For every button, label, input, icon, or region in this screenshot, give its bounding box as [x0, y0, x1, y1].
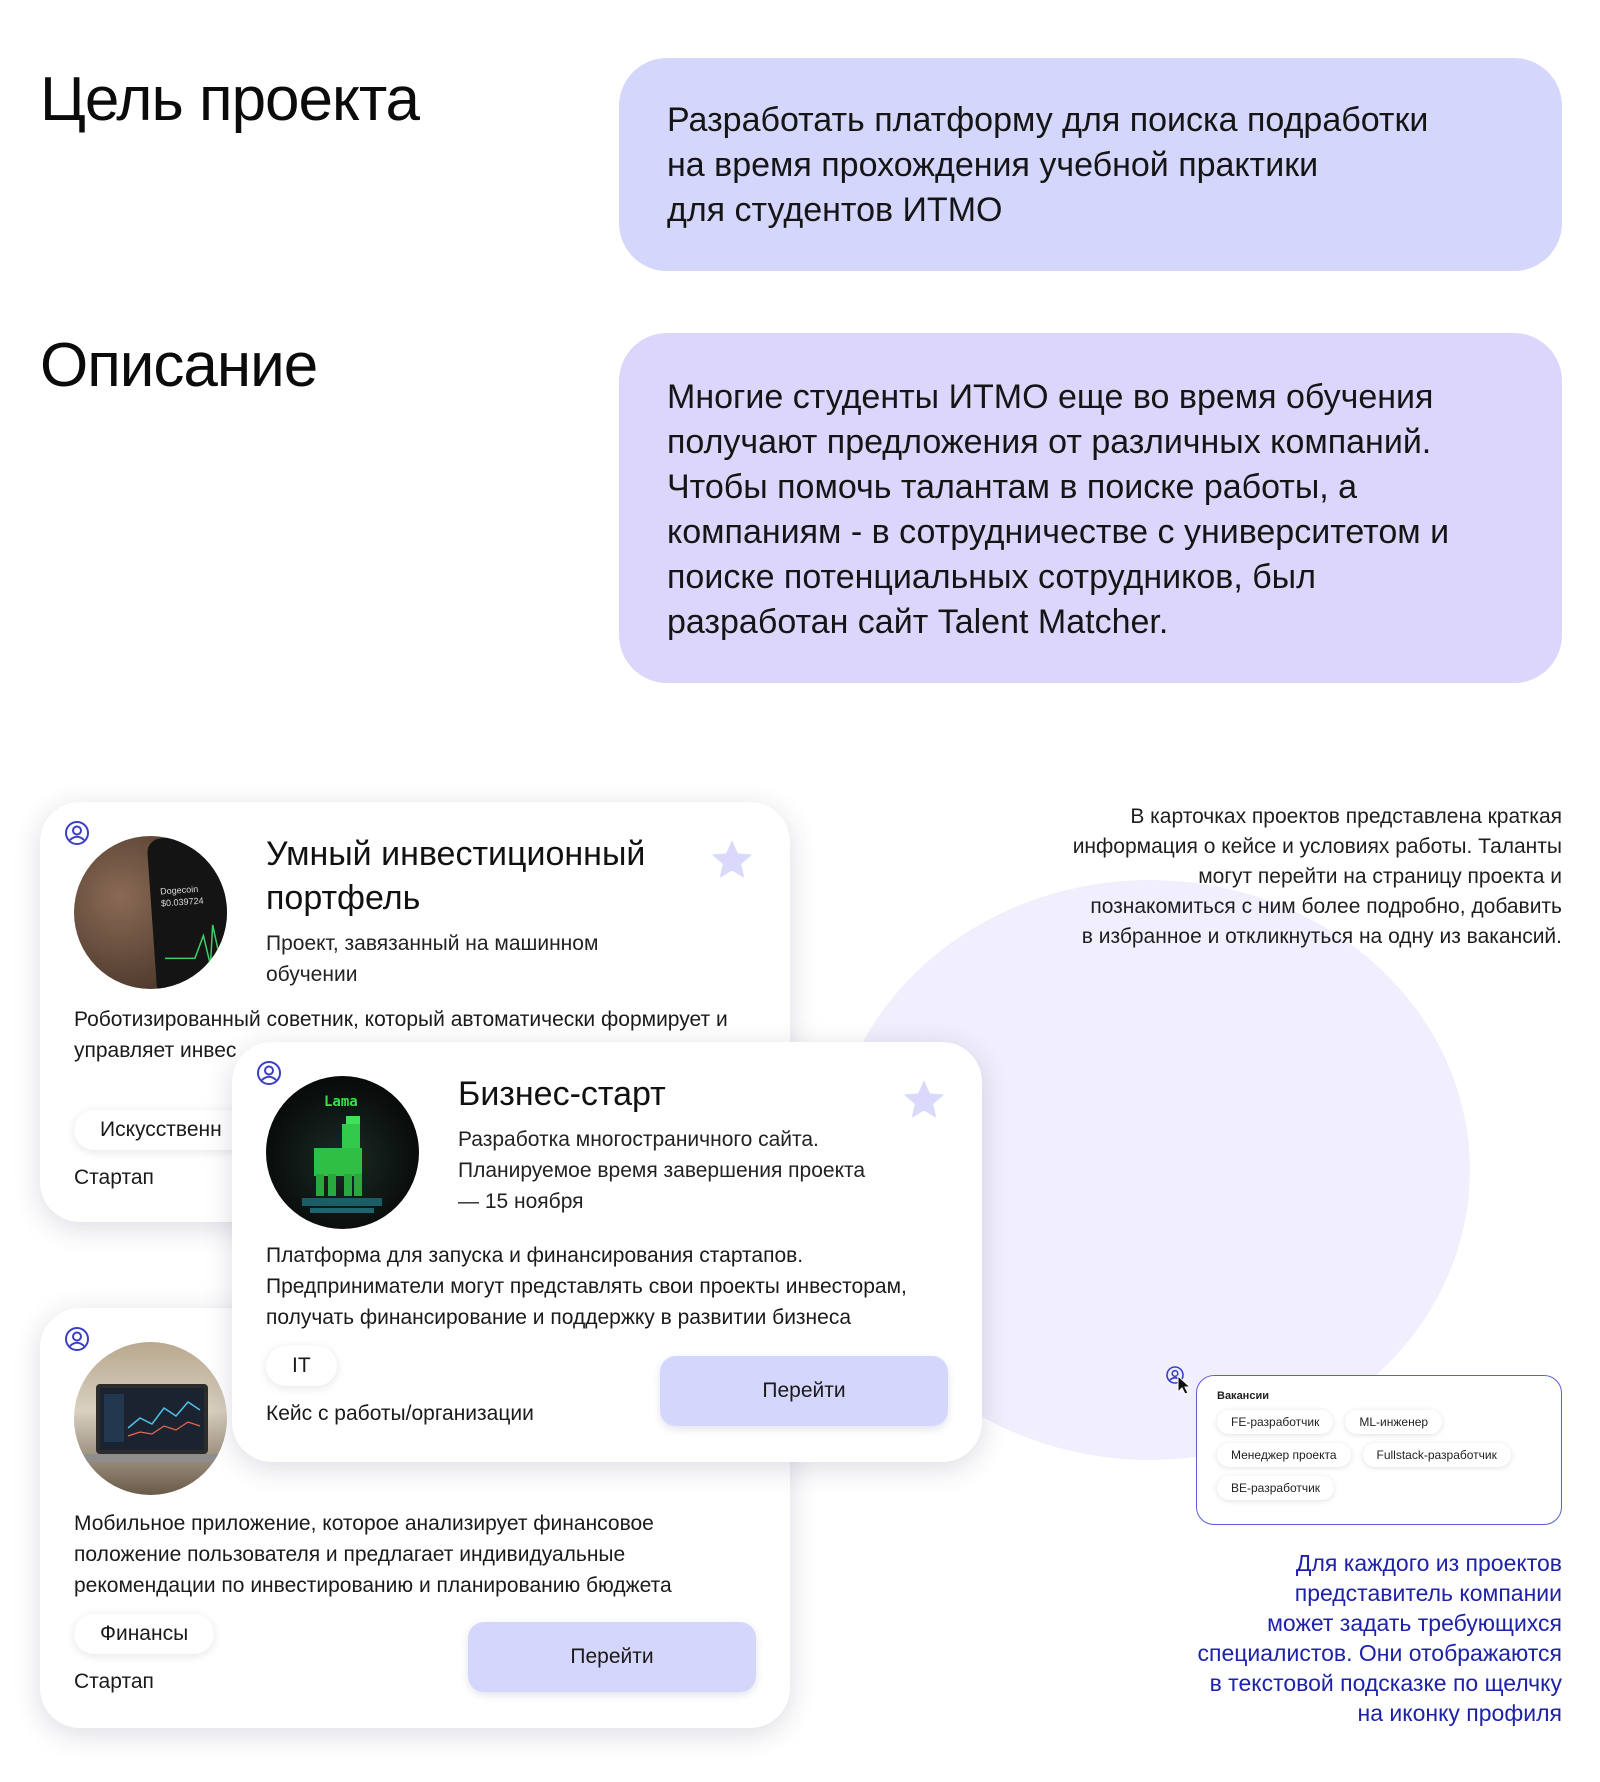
card-subtitle-line: Проект, завязанный на машинном — [266, 932, 599, 955]
card-subtitle — [458, 1124, 918, 1217]
go-button[interactable]: Перейти — [468, 1622, 756, 1692]
goal-heading: Цель проекта — [40, 65, 420, 134]
description-line: поиске потенциальных сотрудников, был — [667, 558, 1316, 596]
category-tag: Финансы — [74, 1614, 214, 1654]
favorite-star-icon[interactable] — [708, 836, 756, 884]
cursor-on-profile-icon — [1165, 1365, 1195, 1395]
project-type: Стартап — [74, 1166, 154, 1189]
description-line: разработан сайт Talent Matcher. — [667, 603, 1169, 641]
card-title — [266, 832, 696, 920]
description-bubble — [619, 333, 1562, 683]
vacancies-note — [1160, 1548, 1562, 1728]
note-line: представитель компании — [1294, 1580, 1562, 1606]
note-line: в текстовой подсказке по щелчку — [1209, 1670, 1562, 1696]
note-line: специалистов. Они отображаются — [1197, 1640, 1562, 1666]
project-card — [232, 1042, 982, 1462]
chart-line-icon — [162, 914, 226, 978]
project-avatar — [74, 836, 227, 989]
note-line: познакомиться с ним более подробно, добавить — [1090, 895, 1562, 918]
project-type: Кейс с работы/организации — [266, 1402, 534, 1425]
profile-icon[interactable] — [256, 1060, 282, 1086]
favorite-star-icon[interactable] — [900, 1076, 948, 1124]
vacancy-chip[interactable]: BE-разработчик — [1217, 1476, 1334, 1500]
vacancies-tooltip — [1196, 1375, 1562, 1525]
finance-chart-icon — [100, 1388, 204, 1450]
card-title — [458, 1072, 888, 1116]
laptop-image — [96, 1384, 208, 1454]
card-title-line: портфель — [266, 879, 421, 917]
note-line: в избранное и откликнуться на одну из вакансий. — [1081, 925, 1562, 948]
lama-logo-text: Lama — [324, 1094, 358, 1110]
card-description-line: Мобильное приложение, которое анализирует финансовое — [74, 1512, 654, 1535]
card-subtitle-line: — 15 ноября — [458, 1190, 584, 1213]
phone-text: Dogecoin — [159, 883, 199, 897]
vacancy-chip[interactable]: Менеджер проекта — [1217, 1443, 1351, 1467]
vacancies-title: Вакансии — [1217, 1390, 1269, 1402]
phone-image — [147, 836, 227, 989]
card-description-line: Платформа для запуска и финансирования стартапов. — [266, 1244, 804, 1267]
note-line: может задать требующихся — [1267, 1610, 1562, 1636]
goal-line: Разработать платформу для поиска подработки — [667, 101, 1429, 139]
card-title-line: Умный инвестиционный — [266, 835, 646, 873]
pixel-llama-icon — [292, 1110, 392, 1220]
card-subtitle-line: Планируемое время завершения проекта — [458, 1159, 866, 1182]
card-description-line: положение пользователя и предлагает индивидуальные — [74, 1543, 626, 1566]
note-line: информация о кейсе и условиях работы. Таланты — [1072, 835, 1562, 858]
card-subtitle — [266, 928, 706, 990]
project-avatar — [74, 1342, 227, 1495]
goal-bubble — [619, 58, 1562, 271]
description-line: компаниям - в сотрудничестве с университетом и — [667, 513, 1450, 551]
card-description-line: Роботизированный советник, который автоматически формирует и — [74, 1008, 728, 1031]
card-subtitle-line: Разработка многостраничного сайта. — [458, 1128, 819, 1151]
card-subtitle-line: обучении — [266, 963, 358, 986]
card-description-line: Предприниматели могут представлять свои проекты инвесторам, — [266, 1275, 907, 1298]
profile-icon[interactable] — [64, 1326, 90, 1352]
note-line: могут перейти на страницу проекта и — [1198, 865, 1562, 888]
description-heading: Описание — [40, 331, 318, 400]
card-description — [74, 1508, 764, 1601]
vacancy-chip[interactable]: ML-инженер — [1345, 1410, 1442, 1434]
description-line: получают предложения от различных компаний. — [667, 423, 1432, 461]
card-title-line: Бизнес-старт — [458, 1075, 666, 1113]
profile-icon[interactable] — [64, 820, 90, 846]
project-avatar — [266, 1076, 419, 1229]
note-line: на иконку профиля — [1357, 1700, 1562, 1726]
card-description-line: рекомендации по инвестированию и планированию бюджета — [74, 1574, 672, 1597]
go-button[interactable]: Перейти — [660, 1356, 948, 1426]
phone-text: $0.039724 — [160, 895, 204, 909]
note-line: В карточках проектов представлена краткая — [1130, 805, 1562, 828]
card-description — [266, 1240, 956, 1333]
goal-line: для студентов ИТМО — [667, 191, 1003, 229]
laptop-base — [84, 1454, 220, 1462]
description-line: Чтобы помочь талантам в поиске работы, а — [667, 468, 1358, 506]
category-tag: IT — [266, 1346, 337, 1386]
note-line: Для каждого из проектов — [1295, 1550, 1562, 1576]
card-description-line: получать финансирование и поддержку в развитии бизнеса — [266, 1306, 852, 1329]
vacancy-chip[interactable]: FE-разработчик — [1217, 1410, 1333, 1434]
goal-line: на время прохождения учебной практики — [667, 146, 1319, 184]
card-description-line: управляет инвес — [74, 1039, 237, 1062]
category-tag: Искусственн — [74, 1110, 248, 1150]
vacancy-chip[interactable]: Fullstack-разработчик — [1363, 1443, 1511, 1467]
project-type: Стартап — [74, 1670, 154, 1693]
description-line: Многие студенты ИТМО еще во время обучения — [667, 378, 1434, 416]
vacancies-list — [1217, 1410, 1541, 1500]
cards-note — [1000, 802, 1562, 952]
